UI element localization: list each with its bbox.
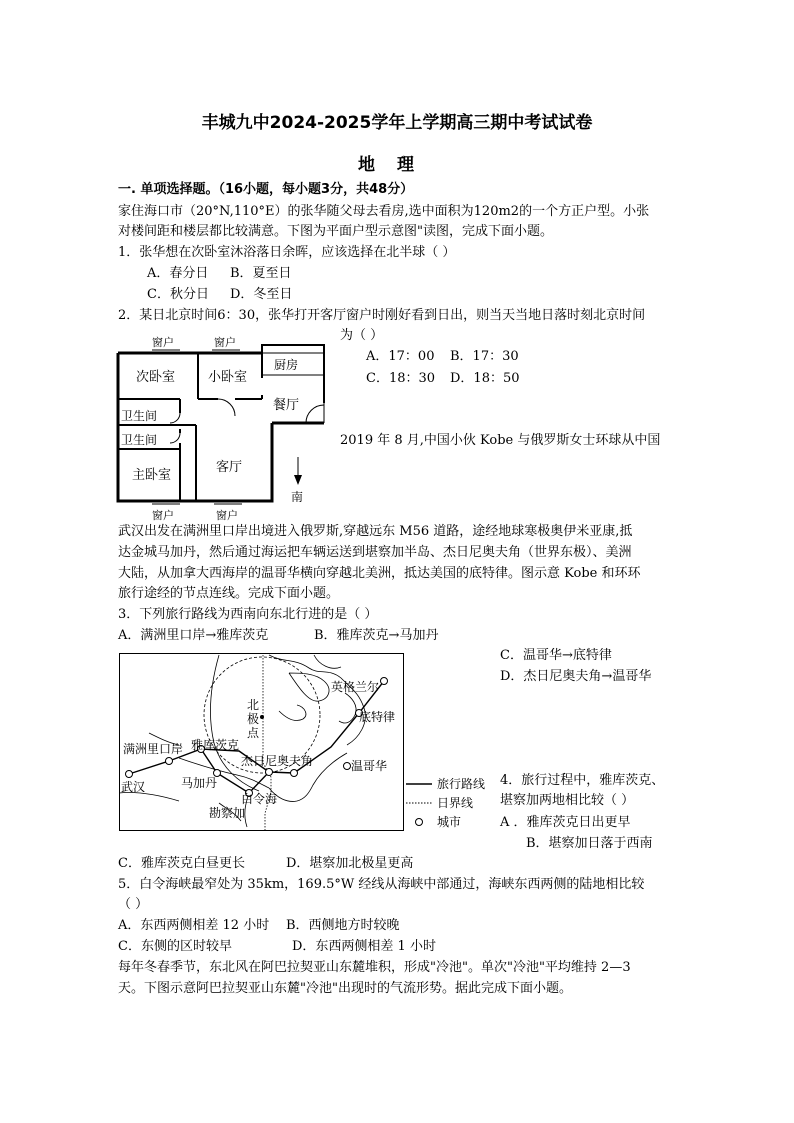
label-manzhouli: 满洲里口岸: [123, 742, 184, 756]
label-wuhan: 武汉: [121, 780, 146, 794]
q3-stem: 3．下列旅行路线为西南向东北行进的是（ ）: [118, 607, 378, 622]
map-legend: [404, 772, 494, 832]
label-england: 英格兰: [331, 680, 368, 694]
label-bering: 白令海: [241, 792, 278, 806]
window-label-top-right: 窗户: [214, 336, 236, 349]
intro3-line2: 天。下图示意阿巴拉契亚山东麓"冷池"出现时的气流形势。据此完成下面小题。: [118, 981, 572, 996]
intro1-line2: 对楼间距和楼层都比较满意。下图为平面户型示意图"读图，完成下面小题。: [118, 224, 553, 239]
label-detroit: 底特律: [359, 710, 396, 724]
q4-stem-line1: 4．旅行过程中，雅库茨克、: [500, 773, 665, 788]
floor-plan-diagram: [110, 333, 340, 523]
window-label-bottom-right: 窗户: [216, 509, 238, 522]
legend-city-label: 城市: [437, 815, 462, 829]
room-second-bedroom: 次卧室: [136, 370, 176, 385]
legend-dateline-label: 日界线: [437, 796, 474, 810]
section-heading: 一. 单项选择题。（16小题，每小题3分，共48分）: [118, 182, 414, 197]
label-dezhnev: 杰日尼奥夫角: [241, 754, 314, 768]
q4-stem-line2: 堪察加两地相比较（ ）: [500, 793, 635, 808]
room-dining: 餐厅: [273, 398, 300, 413]
intro2-line5: 旅行途经的节点连线。完成下面小题。: [118, 586, 340, 601]
room-master-bedroom: 主卧室: [132, 468, 172, 483]
label-north-pole-1: 北: [247, 698, 260, 712]
intro3-line1: 每年冬春季节，东北风在阿巴拉契亚山东麓堆积，形成"冷池"。单次"冷池"平均维持 2—3: [118, 960, 631, 975]
label-yakutsk: 雅库茨克: [191, 738, 240, 752]
window-label-bottom-left: 窗户: [152, 509, 174, 522]
room-small-bedroom: 小卧室: [208, 370, 248, 385]
q1-stem: 1．张华想在次卧室沐浴落日余晖，应该选择在北半球（ ）: [118, 245, 456, 260]
room-living: 客厅: [216, 460, 243, 475]
label-magadan: 马加丹: [181, 776, 218, 790]
room-bathroom-1: 卫生间: [121, 409, 158, 423]
q4-option-c: C．雅库茨克白昼更长: [118, 856, 245, 871]
intro2-line1: 2019 年 8 月,中国小伙 Kobe 与俄罗斯女士环球从中国: [340, 433, 661, 448]
q3-option-c: C．温哥华→底特律: [500, 648, 612, 663]
label-england-2: 尔: [367, 680, 380, 694]
label-vancouver: 温哥华: [351, 759, 388, 773]
q5-option-d: D．东西两侧相差 1 小时: [292, 939, 436, 954]
q5-stem-line1: 5．白令海峡最窄处为 35km，169.5°W 经线从海峡中部通过，海峡东西两侧的陆地相比较: [118, 877, 645, 892]
south-label: 南: [291, 490, 304, 504]
q5-stem-line2: （ ）: [118, 897, 149, 912]
label-north-pole-2: 极: [247, 712, 260, 726]
q1-option-a: A．春分日: [147, 266, 209, 281]
q4-option-a: A ．雅库茨克日出更早: [500, 815, 631, 830]
q3-option-d: D．杰日尼奥夫角→温哥华: [500, 669, 652, 684]
window-label-top-left: 窗户: [152, 336, 174, 349]
subject-title: 地理: [358, 155, 436, 175]
q5-option-c: C．东侧的区时较早: [118, 939, 232, 954]
room-bathroom-2: 卫生间: [121, 433, 158, 447]
intro2-line3: 达金城马加丹，然后通过海运把车辆运送到堪察加半岛、杰日尼奥夫角（世界东极）、美洲: [118, 545, 632, 560]
q4-option-b: B．堪察加日落于西南: [526, 836, 653, 851]
q3-option-b: B．雅库茨克→马加丹: [314, 628, 439, 643]
q3-option-a: A．满洲里口岸→雅库茨克: [118, 628, 269, 643]
q1-option-c: C．秋分日: [147, 287, 209, 302]
q2-option-d: D．18：50: [450, 371, 520, 386]
route-map: [119, 653, 404, 831]
label-kamchatka: 勘察加: [209, 806, 246, 820]
q2-option-c: C．18：30: [366, 371, 436, 386]
q2-stem-line1: 2．某日北京时间6：30，张华打开客厅窗户时刚好看到日出，则当天当地日落时刻北京时间: [118, 308, 646, 323]
q4-option-d: D．堪察加北极星更高: [286, 856, 414, 871]
q2-stem-line2: 为（ ）: [340, 328, 384, 343]
legend-city-symbol: [416, 819, 423, 826]
intro1-line1: 家住海口市（20°N,110°E）的张华随父母去看房,选中面积为120m2的一个方正户型。小张: [118, 204, 650, 219]
legend-route-label: 旅行路线: [437, 777, 486, 791]
intro2-line2: 武汉出发在满洲里口岸出境进入俄罗斯,穿越远东 M56 道路，途经地球寒极奥伊米亚康,抵: [118, 524, 633, 539]
label-north-pole-3: 点: [247, 726, 260, 740]
q1-option-b: B．夏至日: [230, 266, 292, 281]
q5-option-a: A．东西两侧相差 12 小时: [118, 918, 270, 933]
intro2-line4: 大陆，从加拿大西海岸的温哥华横向穿越北美洲，抵达美国的底特律。图示意 Kobe 和环环: [118, 566, 641, 581]
q5-option-b: B．西侧地方时较晚: [286, 918, 400, 933]
q1-option-d: D．冬至日: [230, 287, 293, 302]
q2-option-b: B．17：30: [450, 349, 519, 364]
room-kitchen: 厨房: [274, 358, 299, 372]
exam-title: 丰城九中2024-2025学年上学期高三期中考试试卷: [201, 113, 593, 133]
q2-option-a: A．17：00: [366, 349, 435, 364]
